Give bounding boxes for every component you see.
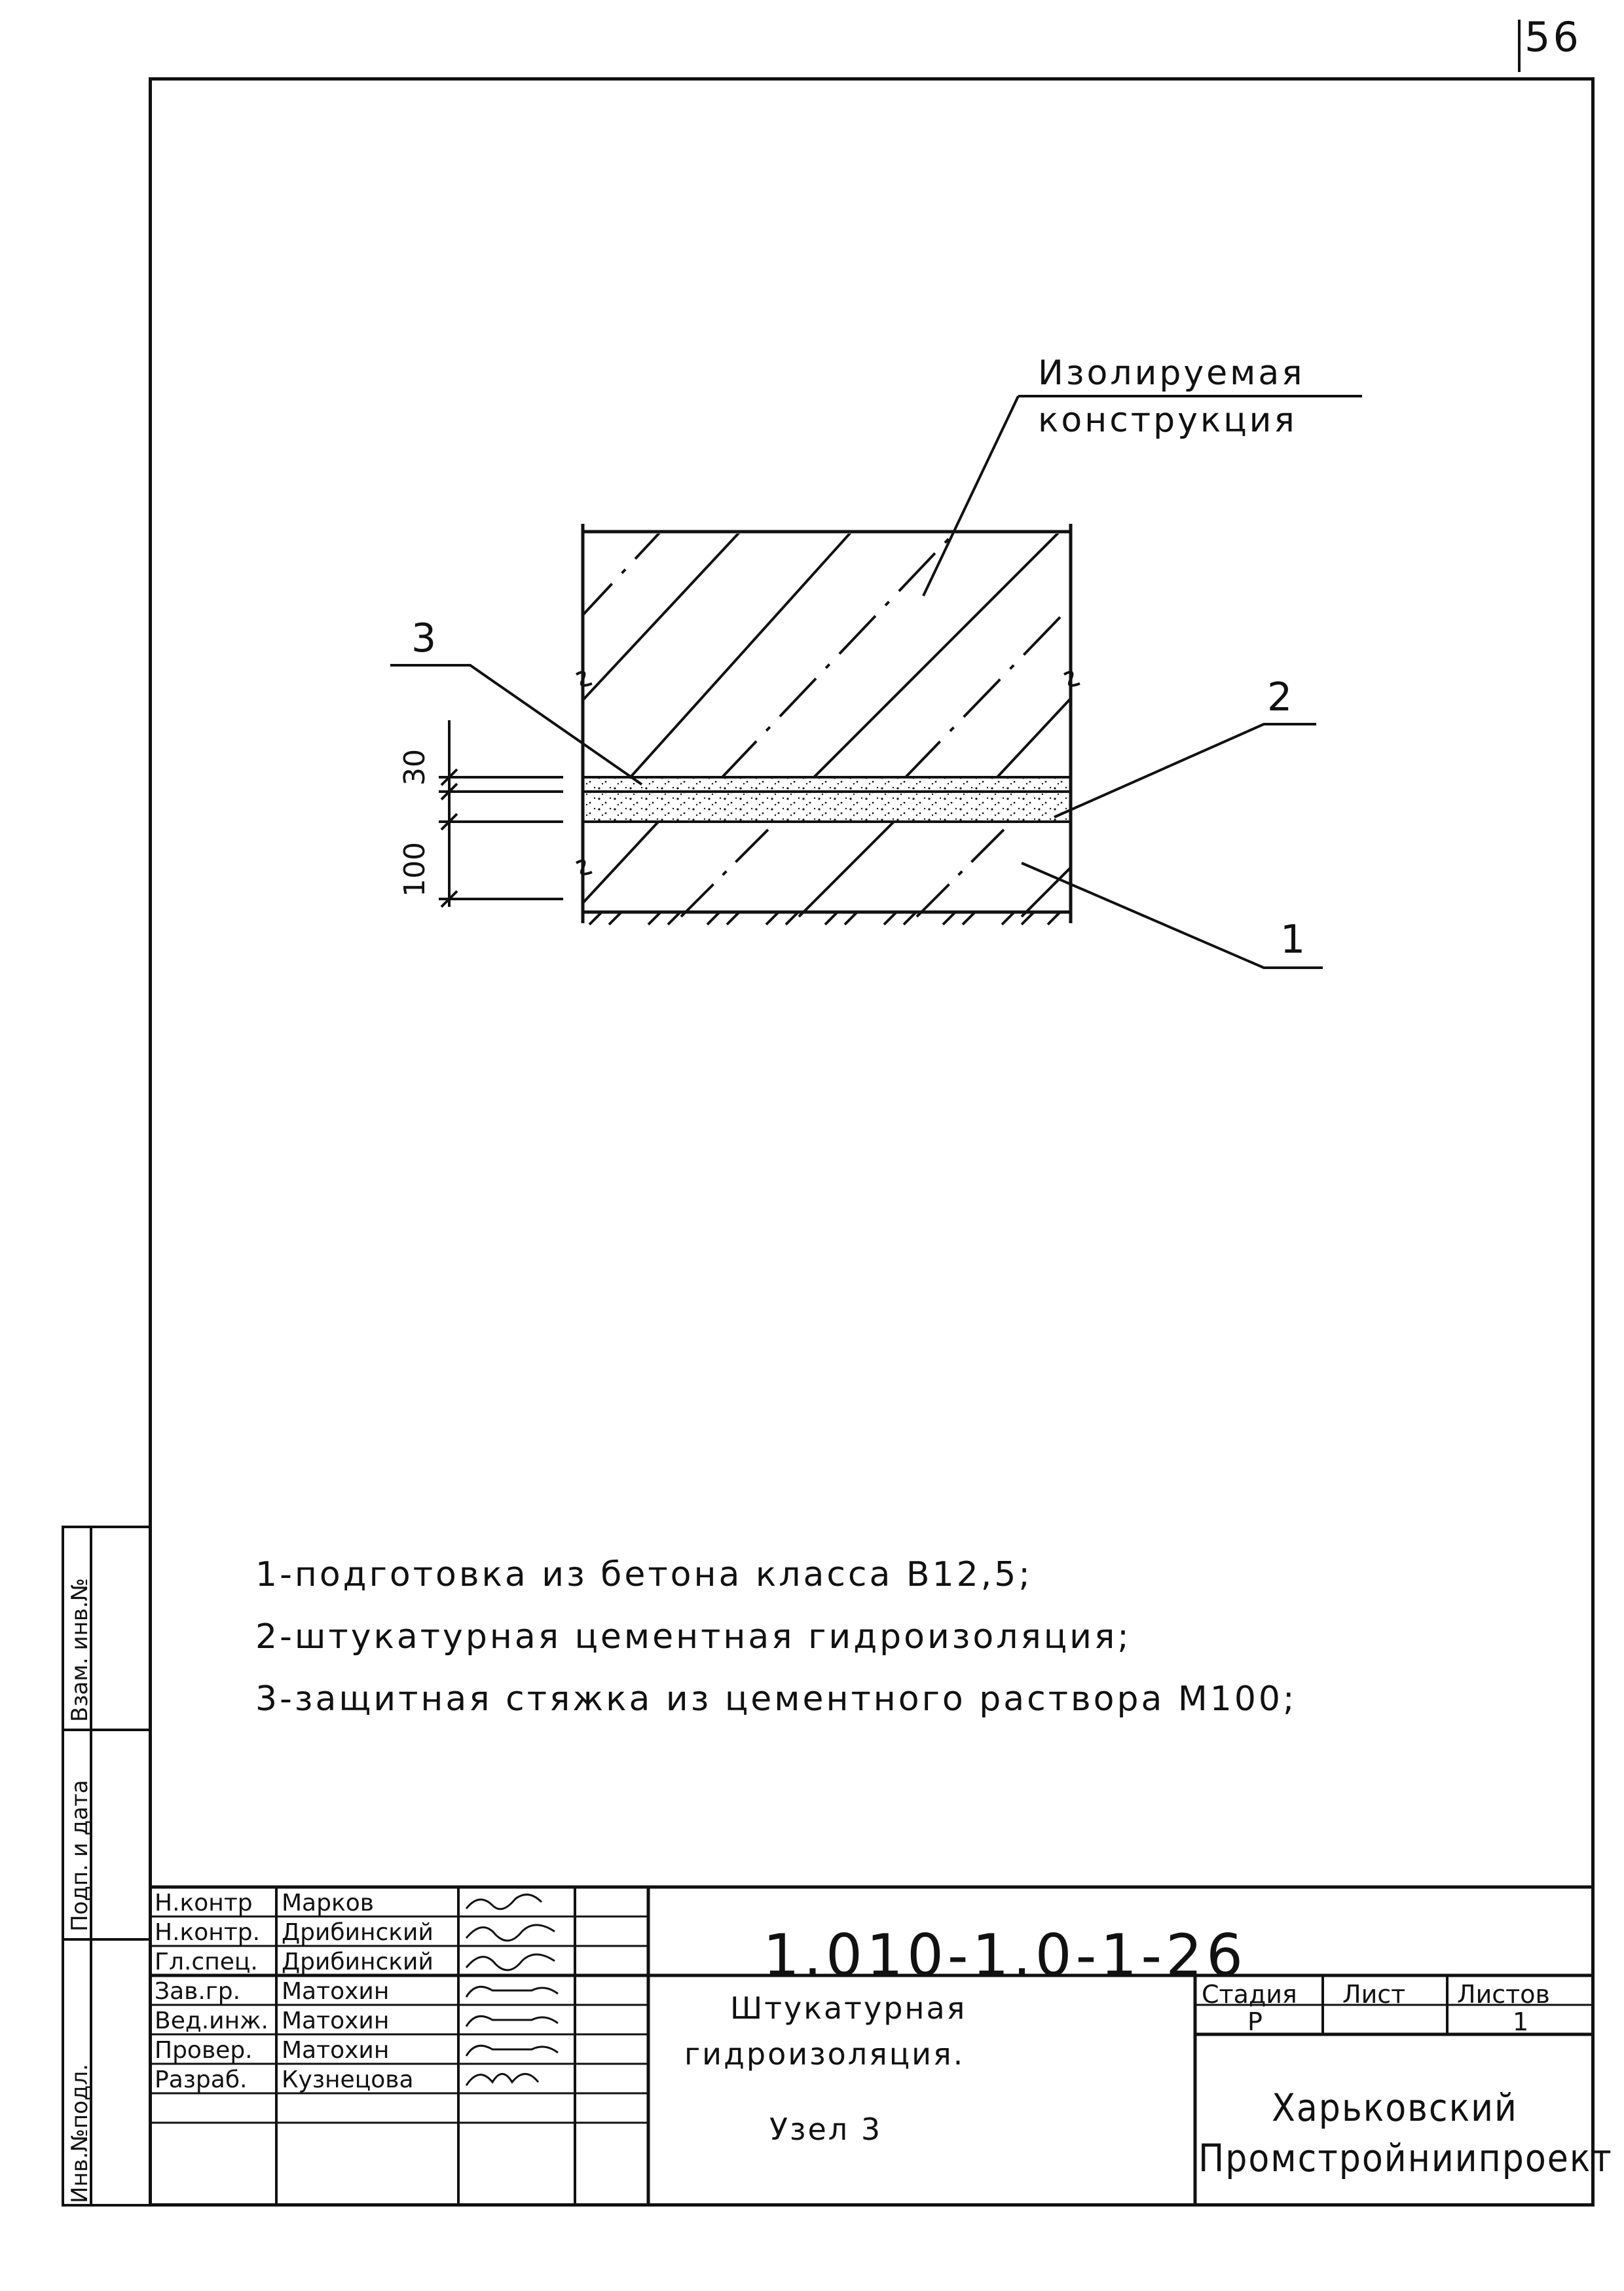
title-block-name: Кузнецова bbox=[282, 2066, 414, 2093]
title-line-2: гидроизоляция. bbox=[684, 2036, 965, 2072]
title-block-role: Провер. bbox=[155, 2037, 253, 2064]
stage-header: Стадия bbox=[1202, 1980, 1297, 2009]
side-stamp-original-label: Инв.№подл. bbox=[67, 2064, 93, 2203]
legend-item-1: 1-подготовка из бетона класса В12,5; bbox=[255, 1555, 1033, 1594]
title-block-role: Н.контр. bbox=[155, 1919, 261, 1946]
sheet-header: Лист bbox=[1342, 1980, 1406, 2009]
title-line-3: Узел 3 bbox=[769, 2112, 883, 2147]
title-line-1: Штукатурная bbox=[730, 1990, 967, 2026]
document-code: 1.010-1.0-1-26 bbox=[763, 1922, 1247, 1989]
side-stamp-replacement-label: Взам. инв.№ bbox=[67, 1577, 93, 1722]
organization-line-2: Промстройниипроект bbox=[1198, 2136, 1613, 2180]
title-block-role: Н.контр bbox=[155, 1890, 253, 1916]
title-block-role: Вед.инж. bbox=[155, 2007, 268, 2034]
dimension-100: 100 bbox=[398, 842, 432, 897]
sheets-header: Листов bbox=[1457, 1980, 1550, 2009]
signature-graphic bbox=[466, 1987, 558, 1997]
construction-label-line1: Изолируемая bbox=[1038, 354, 1305, 393]
title-block-role: Разраб. bbox=[155, 2066, 248, 2093]
signature-graphic bbox=[466, 2074, 538, 2086]
legend-item-3: 3-защитная стяжка из цементного раствора М100; bbox=[255, 1679, 1297, 1719]
title-block-name: Дрибинский bbox=[282, 1949, 434, 1975]
signature-graphic bbox=[466, 1925, 555, 1941]
callout-1: 1 bbox=[1280, 917, 1306, 962]
signature-graphic bbox=[466, 2045, 558, 2056]
stage-value: Р bbox=[1247, 2007, 1263, 2036]
title-block-role: Зав.гр. bbox=[155, 1978, 241, 2005]
construction-label-line2: конструкция bbox=[1038, 401, 1297, 440]
legend-item-2: 2-штукатурная цементная гидроизоляция; bbox=[255, 1617, 1132, 1657]
sheet-number: 56 bbox=[1524, 13, 1581, 61]
callout-2: 2 bbox=[1267, 674, 1293, 720]
dimension-30: 30 bbox=[398, 749, 432, 786]
callout-3: 3 bbox=[411, 615, 437, 661]
organization-line-1: Харьковский bbox=[1272, 2085, 1518, 2130]
signature-graphic bbox=[466, 1895, 542, 1909]
title-block-role: Гл.спец. bbox=[155, 1949, 258, 1975]
sheets-value: 1 bbox=[1513, 2007, 1529, 2036]
title-block-name: Матохин bbox=[282, 2037, 390, 2064]
side-stamp-signature-label: Подп. и дата bbox=[67, 1780, 93, 1932]
signature-graphic bbox=[466, 1954, 555, 1970]
title-block-name: Матохин bbox=[282, 1978, 390, 2005]
title-block-name: Марков bbox=[282, 1890, 374, 1916]
title-block-name: Дрибинский bbox=[282, 1919, 434, 1946]
title-block-name: Матохин bbox=[282, 2007, 390, 2034]
signature-graphic bbox=[466, 2016, 558, 2026]
